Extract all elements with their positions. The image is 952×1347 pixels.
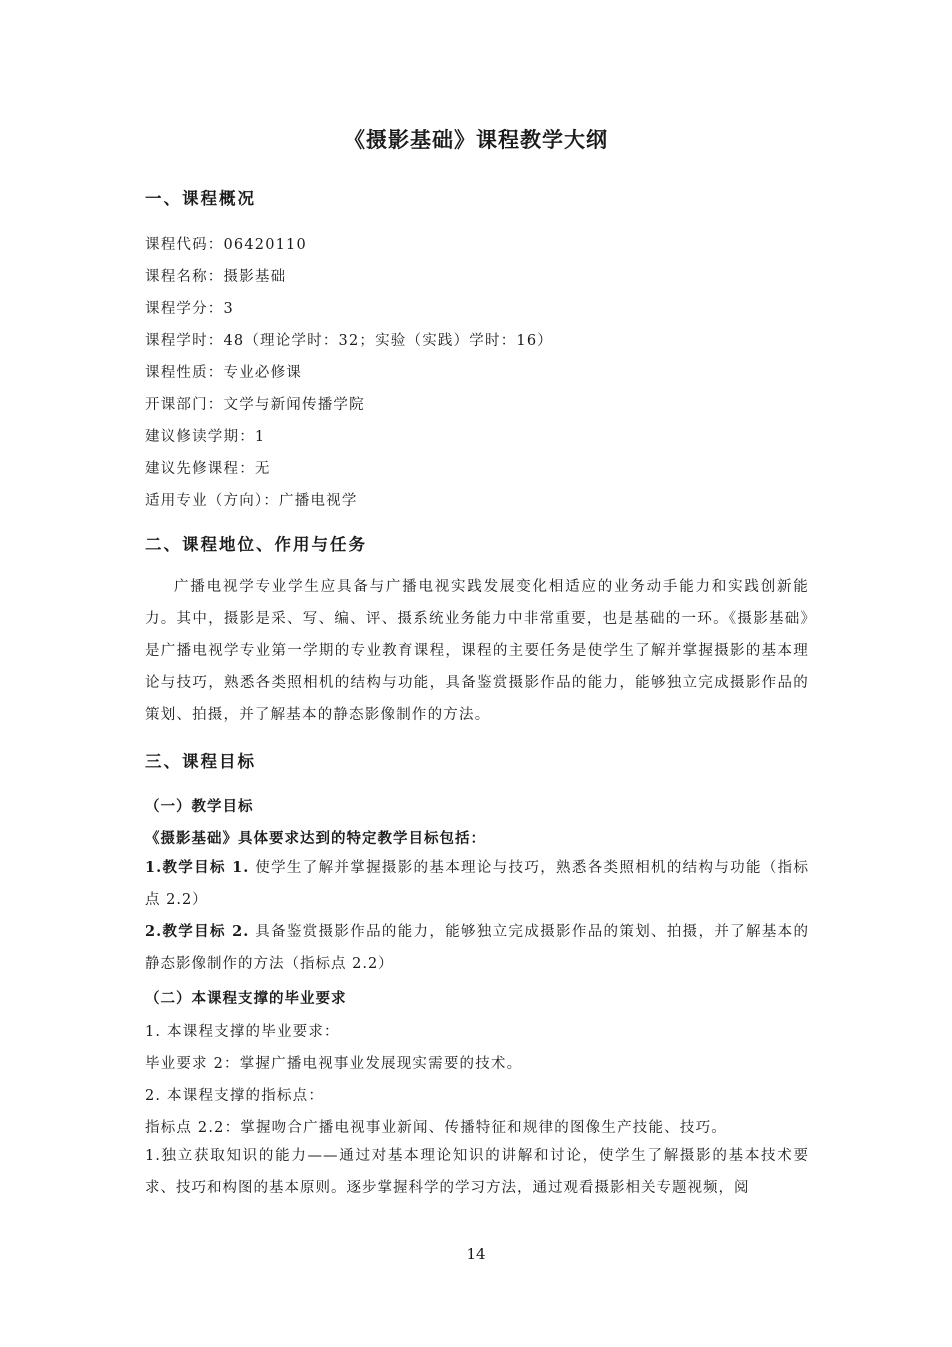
page-number: 14 <box>466 1245 486 1263</box>
info-credits: 课程学分：3 <box>145 301 234 317</box>
subheading-teaching-goals: （一）教学目标 <box>145 798 254 815</box>
goal-1 <box>145 852 809 916</box>
subheading-graduation-req: （二）本课程支撑的毕业要求 <box>145 990 347 1007</box>
goal-1-label: 1.教学目标 1. <box>145 859 250 876</box>
info-prerequisite: 建议先修课程：无 <box>145 461 271 477</box>
section-heading-objectives: 三、课程目标 <box>145 752 256 771</box>
req-2: 2. 本课程支撑的指标点： <box>145 1088 325 1104</box>
info-course-code: 课程代码：06420110 <box>145 237 307 253</box>
req-2-detail: 指标点 2.2：掌握吻合广播电视事业新闻、传播特征和规律的图像生产技能、技巧。 <box>145 1120 727 1136</box>
req-1: 1. 本课程支撑的毕业要求： <box>145 1024 340 1040</box>
info-course-name: 课程名称：摄影基础 <box>145 269 287 285</box>
role-paragraph: 广播电视学专业学生应具备与广播电视实践发展变化相适应的业务动手能力和实践创新能力。其中，摄影是采、写、编、评、摄系统业务能力中非常重要，也是基础的一环。《摄影基础》是广播电视学专业第一学期的专业教育课程，课程的主要任务是使学生了解并掌握摄影的基本理论与技巧，熟悉各类照相机的结构与功能，具备鉴赏摄影作品的能力，能够独立完成摄影作品的策划、拍摄，并了解基本的静态影像制作的方法。 <box>145 579 809 723</box>
info-nature: 课程性质：专业必修课 <box>145 365 302 381</box>
info-major: 适用专业（方向）：广播电视学 <box>145 493 358 509</box>
page-title: 《摄影基础》课程教学大纲 <box>344 127 608 152</box>
req-1-detail: 毕业要求 2：掌握广播电视事业发展现实需要的技术。 <box>145 1056 523 1072</box>
goal-2-text: 具备鉴赏摄影作品的能力，能够独立完成摄影作品的策划、拍摄，并了解基本的静态影像制作的方法（指标点 2.2） <box>145 924 809 972</box>
ability-1-paragraph: 1.独立获取知识的能力——通过对基本理论知识的讲解和讨论，使学生了解摄影的基本技术要求、技巧和构图的基本原则。逐步掌握科学的学习方法，通过观看摄影相关专题视频，阅 <box>145 1148 809 1196</box>
section-heading-role: 二、课程地位、作用与任务 <box>145 535 367 554</box>
info-department: 开课部门：文学与新闻传播学院 <box>145 397 365 413</box>
goal-2 <box>145 916 809 980</box>
goal-1-text: 使学生了解并掌握摄影的基本理论与技巧，熟悉各类照相机的结构与功能（指标点 2.2） <box>145 860 809 908</box>
info-semester: 建议修读学期：1 <box>145 429 266 445</box>
info-hours: 课程学时：48（理论学时：32；实验（实践）学时：16） <box>145 333 553 349</box>
goal-2-label: 2.教学目标 2. <box>145 923 250 940</box>
section-heading-overview: 一、课程概况 <box>145 189 256 208</box>
goals-intro: 《摄影基础》具体要求达到的特定教学目标包括： <box>145 830 486 847</box>
